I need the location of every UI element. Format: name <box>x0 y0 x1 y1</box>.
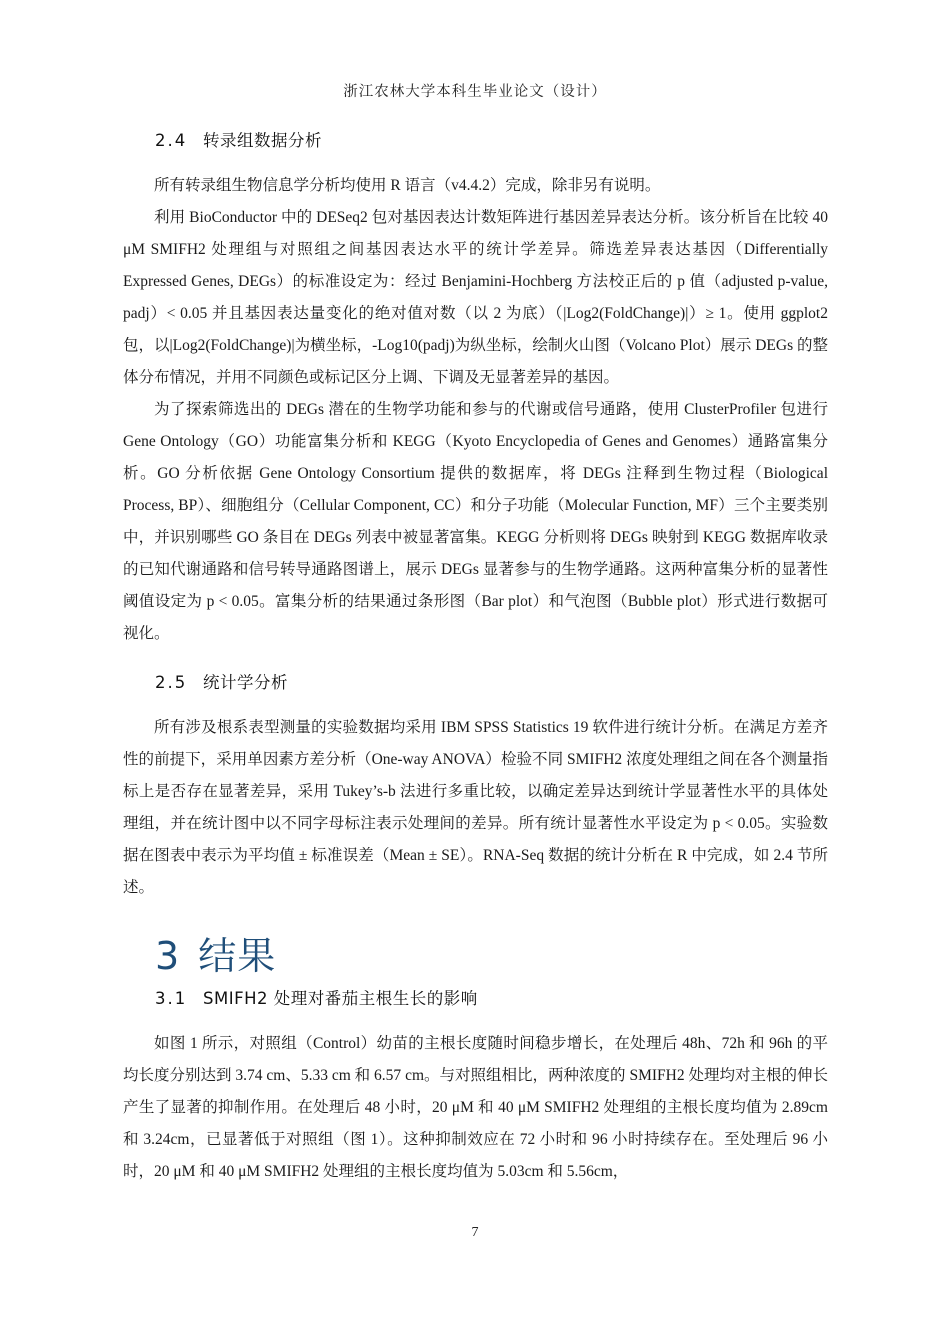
section-heading-2-5 <box>123 670 828 696</box>
paragraph: 所有涉及根系表型测量的实验数据均采用 IBM SPSS Statistics 19 软件进行统计分析。在满足方差齐性的前提下，采用单因素方差分析（One-way ANOVA）检验不同 SMIFH2 浓度处理组之间在各个测量指标上是否存在显著差异，采用 Tukey’s-b 法进行多重比较，以确定差异达到统计学显著性水平的具体处理组，并在统计图中以不同字母标注表示处理间的差异。所有统计显著性水平设定为 p < 0.05。实验数据在图表中表示为平均值 ± 标准误差（Mean ± SE）。RNA-Seq 数据的统计分析在 R 中完成，如 2.4 节所述。 <box>123 719 828 896</box>
paragraph: 为了探索筛选出的 DEGs 潜在的生物学功能和参与的代谢或信号通路，使用 ClusterProfiler 包进行 Gene Ontology（GO）功能富集分析和 KEGG（Kyoto Encyclopedia of Genes and Genomes）通路富集分析。GO 分析依据 Gene Ontology Consortium 提供的数据库，将 DEGs 注释到生物过程（Biological Process, BP）、细胞组分（Cellular Component, CC）和分子功能（Molecular Function, MF）三个主要类别中，并识别哪些 GO 条目在 DEGs 列表中被显著富集。KEGG 分析则将 DEGs 映射到 KEGG 数据库收录的已知代谢通路和信号转导通路图谱上，展示 DEGs 显著参与的生物学通路。这两种富集分析的显著性阈值设定为 p < 0.05。富集分析的结果通过条形图（Bar plot）和气泡图（Bubble plot）形式进行数据可视化。 <box>123 401 828 642</box>
chapter-title: 结果 <box>198 934 277 978</box>
section-title: 统计学分析 <box>203 673 288 692</box>
paragraph: 利用 BioConductor 中的 DESeq2 包对基因表达计数矩阵进行基因差异表达分析。该分析旨在比较 40 μM SMIFH2 处理组与对照组之间基因表达水平的统计学差异。筛选差异表达基因（Differentially Expressed Genes, DEGs）的标准设定为：经过 Benjamini-Hochberg 方法校正后的 p 值（adjusted p-value, padj）< 0.05 并且基因表达量变化的绝对值对数（以 2 为底）（|Log2(FoldChange)|）≥ 1。使用 ggplot2 包，以|Log2(FoldChange)|为横坐标，-Log10(padj)为纵坐标，绘制火山图（Volcano Plot）展示 DEGs 的整体分布情况，并用不同颜色或标记区分上调、下调及无显著差异的基因。 <box>123 209 828 386</box>
section-number: 3.1 <box>155 989 188 1008</box>
section-heading-2-4 <box>123 128 828 154</box>
section-number: 2.4 <box>155 131 188 150</box>
page-content <box>123 128 828 1188</box>
paragraph: 所有转录组生物信息学分析均使用 R 语言（v4.4.2）完成，除非另有说明。 <box>154 177 661 194</box>
section-heading-3-1 <box>123 986 828 1012</box>
section-number: 2.5 <box>155 673 188 692</box>
page-number: 7 <box>471 1225 479 1240</box>
section-title: 转录组数据分析 <box>203 131 322 150</box>
running-header: 浙江农林大学本科生毕业论文（设计） <box>343 84 607 100</box>
section-title: SMIFH2 处理对番茄主根生长的影响 <box>203 989 478 1008</box>
chapter-heading-3 <box>123 928 828 984</box>
paragraph: 如图 1 所示，对照组（Control）幼苗的主根长度随时间稳步增长，在处理后 48h、72h 和 96h 的平均长度分别达到 3.74 cm、5.33 cm 和 6.57 cm。与对照组相比，两种浓度的 SMIFH2 处理均对主根的伸长产生了显著的抑制作用。在处理后 48 小时，20 μM 和 40 μM SMIFH2 处理组的主根长度均值为 2.89cm 和 3.24cm，已显著低于对照组（图 1）。这种抑制效应在 72 小时和 96 小时持续存在。至处理后 96 小时，20 μM 和 40 μM SMIFH2 处理组的主根长度均值为 5.03cm 和 5.56cm， <box>123 1035 828 1180</box>
chapter-number: 3 <box>155 934 181 978</box>
